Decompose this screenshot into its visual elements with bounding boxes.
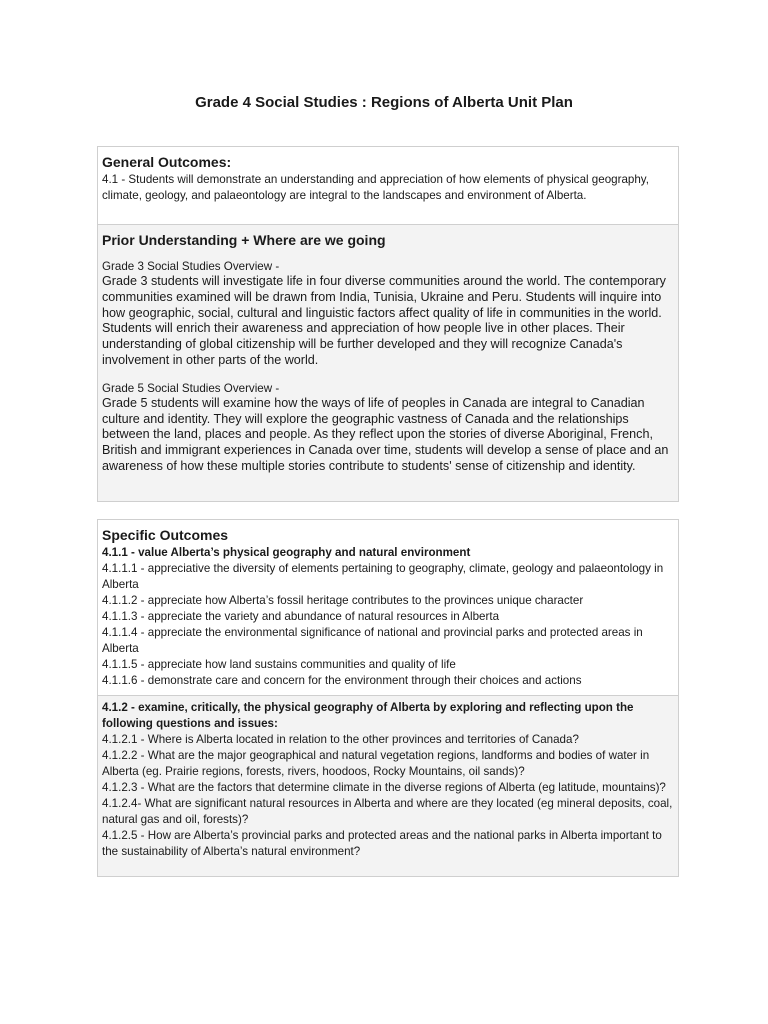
grade5-overview-text: Grade 5 students will examine how the ways of life of peoples in Canada are integral to Canadian culture and identity. They will explore the geographic vastness of Canada and the relationships between the land, places and people. As they reflect upon the stories of diverse Aboriginal, French, British and immigrant experiences in Canada over time, students will develop a sense of place and an awareness of how these multiple stories contribute to students' sense of citizenship and identity. <box>102 395 669 473</box>
prior-understanding-heading: Prior Understanding + Where are we going <box>102 232 386 248</box>
page-title: Grade 4 Social Studies : Regions of Alberta Unit Plan <box>195 94 573 111</box>
outcome-item: 4.1.1.1 - appreciative the diversity of elements pertaining to geography, climate, geology and palaeontology in Alberta <box>102 562 664 591</box>
outcomes-box <box>97 146 679 502</box>
grade3-overview-label: Grade 3 Social Studies Overview - <box>102 260 280 273</box>
specific-outcomes-group1 <box>98 520 678 695</box>
general-outcomes-section <box>98 147 678 224</box>
outcome-item: 4.1.2.2 - What are the major geographical and natural vegetation regions, landforms and bodies of water in Alberta (eg. Prairie regions, forests, rivers, hoodoos, Rocky Mountains, oil sands)? <box>102 749 650 778</box>
outcome-item: 4.1.2.1 - Where is Alberta located in relation to the other provinces and territories of Canada? <box>102 733 579 746</box>
outcome-4-1-1-heading: 4.1.1 - value Alberta’s physical geography and natural environment <box>102 546 471 559</box>
outcome-item: 4.1.2.3 - What are the factors that determine climate in the diverse regions of Alberta (eg latitude, mountains)? <box>102 781 666 794</box>
grade5-overview-label: Grade 5 Social Studies Overview - <box>102 381 280 395</box>
outcome-4-1-2-heading: 4.1.2 - examine, critically, the physical geography of Alberta by exploring and reflecting upon the following questions and issues: <box>102 701 634 730</box>
outcome-item: 4.1.1.5 - appreciate how land sustains communities and quality of life <box>102 658 456 671</box>
outcome-item: 4.1.2.4- What are significant natural resources in Alberta and where are they located (eg mineral deposits, coal, natural gas and oil, forests)? <box>102 797 673 826</box>
specific-outcomes-heading: Specific Outcomes <box>102 527 229 543</box>
specific-outcomes-group2 <box>98 695 678 876</box>
specific-outcomes-box <box>97 519 679 877</box>
outcome-item: 4.1.2.5 - How are Alberta’s provincial parks and protected areas and the national parks in Alberta important to the sustainability of Alberta’s natural environment? <box>102 829 662 858</box>
general-outcomes-text: 4.1 - Students will demonstrate an understanding and appreciation of how elements of physical geography, climate, geology, and palaeontology are integral to the landscapes and environment of Alberta. <box>102 173 649 202</box>
outcome-item: 4.1.1.6 - demonstrate care and concern for the environment through their choices and actions <box>102 674 582 687</box>
outcome-item: 4.1.1.2 - appreciate how Alberta’s fossil heritage contributes to the provinces unique character <box>102 594 584 607</box>
outcome-item: 4.1.1.3 - appreciate the variety and abundance of natural resources in Alberta <box>102 610 500 623</box>
general-outcomes-heading: General Outcomes: <box>102 154 232 170</box>
grade3-overview-text: Grade 3 students will investigate life in four diverse communities around the world. The contemporary communities examined will be drawn from India, Tunisia, Ukraine and Peru. Students will inquire into how geographic, social, cultural and linguistic factors affect quality of life in communities in the world. Students will enrich their awareness and appreciation of how people live in other places. Their understanding of global citizenship will be further developed and they will recognize Canada's involvement in other parts of the world. <box>102 274 666 367</box>
prior-understanding-section <box>98 224 678 501</box>
outcome-item: 4.1.1.4 - appreciate the environmental significance of national and provincial parks and protected areas in Alberta <box>102 626 643 655</box>
